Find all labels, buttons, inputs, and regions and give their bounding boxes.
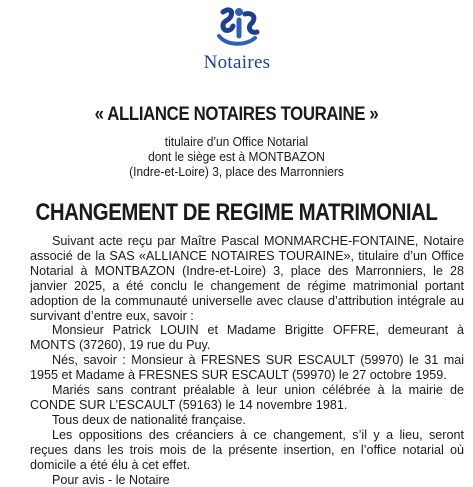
header-line-3: (Indre-et-Loire) 3, place des Marronniers [19, 164, 454, 179]
logo-wordmark: Notaires [195, 52, 279, 74]
announcement-body [30, 234, 464, 487]
paragraph-act: Suivant acte reçu par Maître Pascal MONMARCHE-FONTAINE, Notaire associé de la SAS «ALLIANCE NOTAIRES TOURAINE», titulaire d’un Office Notarial à MONTBAZON (Indre-et-Loire) 3, place des Marronniers, le 28 janvier 2025, a été conclu le changement de régime matrimonial portant adoption de la communauté universelle avec clause d’attribution intégrale au survivant d’entre eux, savoir : [30, 234, 464, 323]
paragraph-marriage: Mariés sans contrant préalable à leur union célébrée à la mairie de CONDE SUR L’ESCAULT (59163) le 14 novembre 1981. [30, 383, 464, 413]
notaires-logo [195, 6, 279, 76]
office-name-title: « ALLIANCE NOTAIRES TOURAINE » [33, 103, 440, 126]
paragraph-oppositions: Les oppositions des créanciers à ce changement, s’il y a lieu, seront reçues dans les trois mois de la présente insertion, en l’office notarial où domicile a été élu à cet effet. [30, 428, 464, 473]
header-line-1: titulaire d’un Office Notarial [19, 134, 454, 149]
paragraph-spouses: Monsieur Patrick LOUIN et Madame Brigitte OFFRE, demeurant à MONTS (37260), 19 rue du Puy. [30, 323, 464, 353]
notaires-emblem-icon [209, 6, 265, 50]
announcement-headline: CHANGEMENT DE REGIME MATRIMONIAL [35, 199, 437, 227]
paragraph-births: Nés, savoir : Monsieur à FRESNES SUR ESCAULT (59970) le 31 mai 1955 et Madame à FRESNES SUR ESCAULT (59970) le 27 octobre 1959. [30, 353, 464, 383]
paragraph-signature: Pour avis - le Notaire [30, 473, 464, 487]
paragraph-nationality: Tous deux de nationalité française. [30, 413, 464, 428]
header-line-2: dont le siège est à MONTBAZON [19, 149, 454, 164]
